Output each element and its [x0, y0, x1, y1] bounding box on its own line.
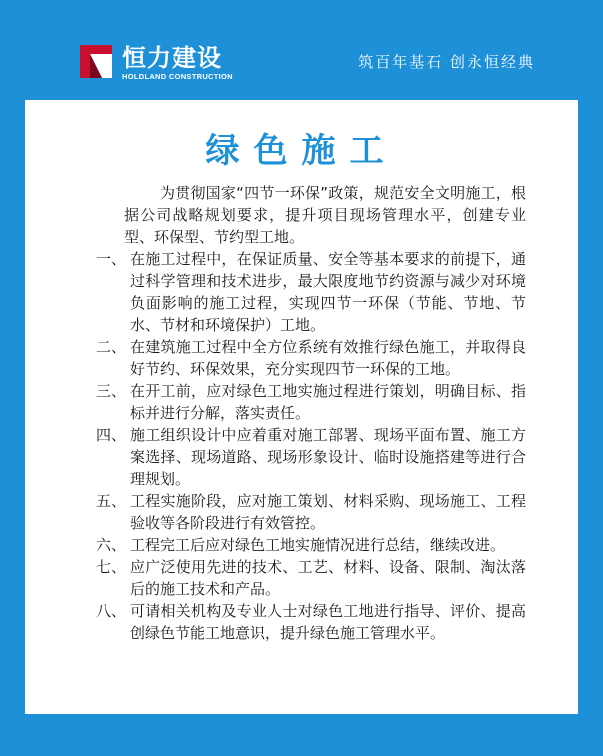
- list-item: [96, 336, 526, 380]
- rules-list: [96, 248, 526, 644]
- left-border: [0, 100, 25, 716]
- company-name: 恒力建设: [122, 44, 222, 72]
- list-item: [96, 490, 526, 534]
- item-number: 四、: [96, 426, 127, 444]
- list-item: [96, 534, 526, 556]
- header-bar: [0, 0, 603, 100]
- item-text: 在施工过程中，在保证质量、安全等基本要求的前提下，通过科学管理和技术进步，最大限度地节约资源与减少对环境负面影响的施工过程，实现四节一环保（节能、节地、节水、节材和环境保护）工地。: [130, 250, 526, 334]
- item-text: 在建筑施工过程中全方位系统有效推行绿色施工，并取得良好节约、环保效果，充分实现四节一环保的工地。: [130, 338, 526, 378]
- item-text: 工程实施阶段，应对施工策划、材料采购、现场施工、工程验收等各阶段进行有效管控。: [130, 492, 526, 532]
- item-number: 二、: [96, 338, 127, 356]
- list-item: [96, 248, 526, 336]
- intro-paragraph: 为贯彻国家“四节一环保”政策，规范安全文明施工，根据公司战略规划要求，提升项目现场管理水平，创建专业型、环保型、节约型工地。: [124, 184, 526, 246]
- right-border: [578, 100, 603, 716]
- footer-bar: [0, 714, 603, 756]
- item-number: 三、: [96, 382, 127, 400]
- item-number: 一、: [96, 250, 127, 268]
- item-text: 工程完工后应对绿色工地实施情况进行总结，继续改进。: [130, 536, 506, 554]
- page-title: 绿色施工: [205, 131, 398, 171]
- item-text: 在开工前，应对绿色工地实施过程进行策划，明确目标、指标并进行分解，落实责任。: [130, 382, 526, 422]
- item-text: 应广泛使用先进的技术、工艺、材料、设备、限制、淘汰落后的施工技术和产品。: [130, 558, 526, 598]
- slogan: 筑百年基石 创永恒经典: [358, 53, 535, 71]
- logo-mark-icon: [80, 45, 112, 78]
- company-name-en: HOLDLAND CONSTRUCTION: [122, 72, 233, 81]
- list-item: [96, 556, 526, 600]
- item-text: 可请相关机构及专业人士对绿色工地进行指导、评价、提高创绿色节能工地意识，提升绿色施工管理水平。: [130, 602, 526, 642]
- list-item: [96, 380, 526, 424]
- list-item: [96, 424, 526, 490]
- item-number: 五、: [96, 492, 127, 510]
- item-number: 七、: [96, 558, 127, 576]
- sign-body: [96, 182, 526, 644]
- item-number: 八、: [96, 602, 127, 620]
- item-number: 六、: [96, 536, 127, 554]
- list-item: [96, 600, 526, 644]
- item-text: 施工组织设计中应着重对施工部署、现场平面布置、施工方案选择、现场道路、现场形象设计、临时设施搭建等进行合理规划。: [130, 426, 526, 488]
